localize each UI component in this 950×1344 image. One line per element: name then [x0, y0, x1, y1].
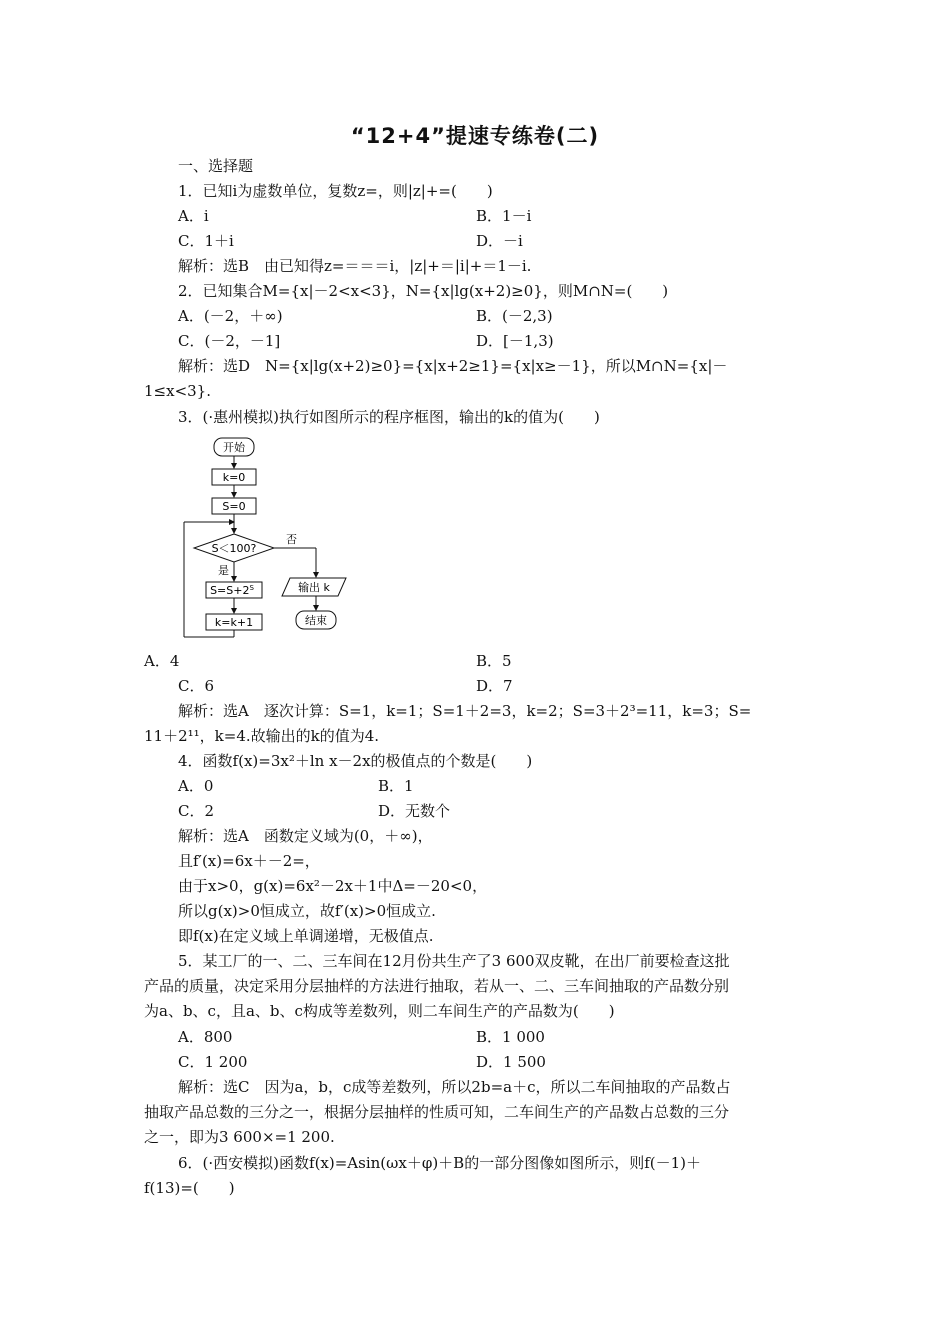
q5-stem-line3: 为a、b、c，且a、b、c构成等差数列，则二车间生产的产品数为( ): [144, 1002, 615, 1020]
q5-option-b: B．1 000: [476, 1028, 545, 1046]
flowchart: [178, 432, 378, 642]
q5-option-c: C．1 200: [178, 1053, 248, 1071]
q5-stem-line1: 5．某工厂的一、二、三车间在12月份共生产了3 600双皮靴，在出厂前要检查这批: [178, 952, 730, 970]
q5-option-a: A．800: [178, 1028, 233, 1046]
flow-init-k-label: k=0: [222, 471, 246, 484]
q4-solution-line2: 且f′(x)=6x＋－2=，: [178, 852, 320, 870]
flow-decision-label: S＜100?: [211, 542, 257, 555]
q2-option-b: B．(－2,3): [476, 307, 553, 325]
q3-solution-line1: 解析：选A 逐次计算：S=1，k=1；S=1＋2=3，k=2；S=3＋2³=11，k=3；S=: [178, 702, 752, 720]
q4-option-c: C．2: [178, 802, 215, 820]
q1-solution: 解析：选B 由已知得z=＝＝＝i，|z|+＝|i|+＝1－i.: [178, 257, 532, 275]
q5-solution-line2: 抽取产品总数的三分之一，根据分层抽样的性质可知，二车间生产的产品数占总数的三分: [144, 1103, 730, 1121]
q4-solution-line5: 即f(x)在定义域上单调递增，无极值点.: [178, 927, 434, 945]
q4-stem: 4．函数f(x)=3x²＋ln x－2x的极值点的个数是( ): [178, 752, 533, 770]
q5-solution-line3: 之一，即为3 600×=1 200.: [144, 1128, 335, 1146]
q3-option-a: A．4: [144, 652, 180, 670]
q3-option-c: C．6: [178, 677, 215, 695]
q3-stem: 3．(·惠州模拟)执行如图所示的程序框图，输出的k的值为( ): [178, 408, 600, 426]
flow-update-k-label: k=k+1: [214, 616, 254, 629]
q2-solution-line2: 1≤x<3}.: [144, 382, 211, 400]
q1-option-a: A．i: [178, 207, 209, 225]
flow-start-label: 开始: [223, 441, 245, 454]
q2-option-a: A．(－2，＋∞): [178, 307, 283, 325]
q2-option-d: D．[－1,3): [476, 332, 554, 350]
q6-stem-line1: 6．(·西安模拟)函数f(x)=Asin(ωx＋φ)＋B的一部分图像如图所示，则f(－1)＋: [178, 1154, 702, 1172]
flow-output-label: 输出 k: [298, 581, 330, 594]
q6-stem-line2: f(13)=( ): [144, 1179, 235, 1197]
flow-yes-label: 是: [218, 564, 229, 577]
q2-solution-line1: 解析：选D N={x|lg(x+2)≥0}={x|x+2≥1}={x|x≥－1}，所以M∩N={x|－: [178, 357, 728, 375]
flow-init-s-label: S=0: [222, 500, 246, 513]
section-heading: 一、选择题: [178, 157, 254, 175]
q3-option-d: D．7: [476, 677, 513, 695]
q1-option-b: B．1－i: [476, 207, 532, 225]
flow-update-s-label: $S=S+2^S$: [210, 584, 254, 597]
q4-solution-line1: 解析：选A 函数定义域为(0，＋∞)，: [178, 827, 433, 845]
flow-end-label: 结束: [305, 614, 327, 627]
q4-solution-line3: 由于x>0，g(x)=6x²－2x＋1中Δ=－20<0，: [178, 877, 488, 895]
q5-stem-line2: 产品的质量，决定采用分层抽样的方法进行抽取，若从一、二、三车间抽取的产品数分别: [144, 977, 730, 995]
page-title: “12+4”提速专练卷(二): [350, 124, 600, 148]
q5-option-d: D．1 500: [476, 1053, 546, 1071]
q1-stem: 1．已知i为虚数单位，复数z=，则|z|+=( ): [178, 182, 493, 200]
q4-option-b: B．1: [378, 777, 414, 795]
q1-option-c: C．1＋i: [178, 232, 234, 250]
q2-option-c: C．(－2，－1]: [178, 332, 281, 350]
q4-option-d: D．无数个: [378, 802, 451, 820]
q3-solution-line2: 11＋2¹¹，k=4.故输出的k的值为4.: [144, 727, 380, 745]
q4-solution-line4: 所以g(x)>0恒成立，故f′(x)>0恒成立.: [178, 902, 436, 920]
flow-no-label: 否: [286, 533, 297, 546]
q2-stem: 2．已知集合M={x|－2<x<3}，N={x|lg(x+2)≥0}，则M∩N=( ): [178, 282, 669, 300]
q1-option-d: D．－i: [476, 232, 523, 250]
q5-solution-line1: 解析：选C 因为a，b，c成等差数列，所以2b=a＋c，所以二车间抽取的产品数占: [178, 1078, 731, 1096]
q3-option-b: B．5: [476, 652, 512, 670]
q4-option-a: A．0: [178, 777, 214, 795]
